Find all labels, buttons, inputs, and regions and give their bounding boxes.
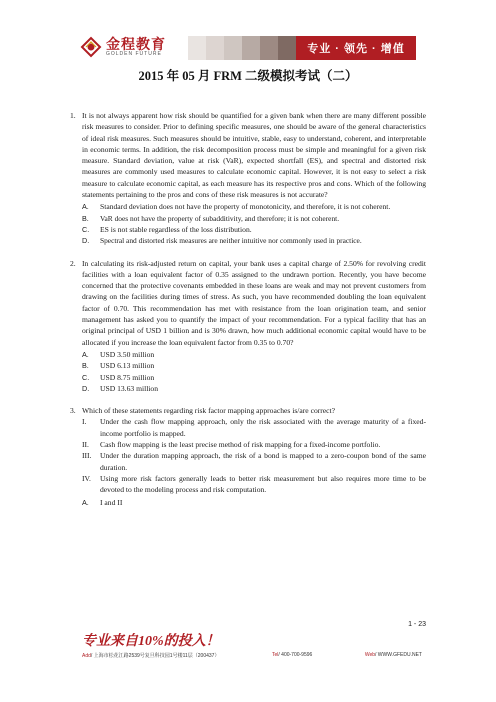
option-text: USD 13.63 million [100,383,159,393]
web-text[interactable]: / WWW.GFEDU.NET [375,652,422,658]
option-text: USD 6.13 million [100,361,155,371]
logo-chinese: 金程教育 [106,36,166,52]
option-c [82,224,426,235]
logo-mark-icon [80,36,102,58]
answer-options [82,497,426,508]
option-label: B. [82,213,89,223]
statement-iv [82,473,426,496]
footer-contact [82,652,422,659]
page-header [0,0,496,62]
header-color-bars [188,36,296,60]
header-color-bar [242,36,260,60]
statement-text: Using more risk factors generally leads to better risk measurement but also requires more time to be devoted to the modeling process and risk computation. [100,473,426,495]
header-color-bar [206,36,224,60]
statement-iii [82,450,426,473]
tel-text: / 400-700-9596 [278,652,313,658]
header-color-bar [260,36,278,60]
statement-text: Cash flow mapping is the least precise method of risk mapping for a fixed-income portfolio. [100,440,381,450]
option-a [82,497,426,508]
question-stem: It is not always apparent how risk should be quantified for a given bank when there are many different possible risk measures to consider. Prior to defining specific measures, one should be aware of the general characteristics of ideal risk measures. Such measures should be intuitive, stable, easy to understand, coherent, and interpretable in economic terms. In addition, the risk decomposition process must be simple and meaningful for a given risk measure. Standard deviation, value at risk (VaR), expected shortfall (ES), and spectral and distorted risk measures are commonly used measures to calculate economic capital. However, it is not easy to select a risk measure to calculate economic capital, as each measure has its respective pros and cons. Which of the following statements pertaining to the pros and cons of these risk measures is not accurate? [82,111,426,200]
answer-options [82,201,426,246]
option-label: C. [82,372,90,382]
header-color-bar [278,36,296,60]
address-text: / 上海市松花江路2539号复旦科技园1号楼11层（200437） [90,653,220,659]
exam-content [70,110,426,508]
option-label: D. [82,383,90,393]
statement-i [82,416,426,439]
logo-english: GOLDEN FUTURE [106,51,162,57]
question-number: 2. [70,258,76,268]
option-label: B. [82,361,89,371]
statement-label: I. [82,417,87,427]
web-label: Web [364,652,376,658]
option-text: USD 8.75 million [100,372,155,382]
question-3 [70,405,426,508]
option-d [82,235,426,246]
statement-ii [82,439,426,450]
option-text: I and II [100,497,123,507]
option-c [82,372,426,383]
question-2 [70,258,426,395]
answer-options [82,349,426,394]
question-stem: Which of these statements regarding risk factor mapping approaches is/are correct? [82,406,336,416]
option-label: A. [82,349,89,359]
option-label: D. [82,236,90,246]
option-b [82,213,426,224]
option-text: Standard deviation does not have the property of monotonicity, and therefore, it is not coherent. [100,202,391,212]
option-text: VaR does not have the property of subadditivity, and therefore; it is not coherent. [100,213,340,223]
option-text: Spectral and distorted risk measures are neither intuitive nor commonly used in practice. [100,236,362,246]
page-title: 2015 年 05 月 FRM 二级模拟考试（二） [138,69,358,83]
option-text: ES is not stable regardless of the loss distribution. [100,224,252,234]
logo [80,36,166,58]
page-number: 1 - 23 [408,621,426,628]
footer-tel [272,652,312,659]
statement-list [82,416,426,495]
statement-label: IV. [82,473,91,483]
address-label: Add [82,653,91,659]
statement-label: III. [82,451,92,461]
option-a [82,201,426,212]
option-label: A. [82,202,89,212]
question-stem: In calculating its risk-adjusted return on capital, your bank uses a capital charge of 2.50% for revolving credit facilities with a loan equivalent factor of 0.35 assigned to the undrawn portion. Recently, you have become concerned that the protective covenants embedded in these loans are weak and may not prevent customers from drawing on the facilities during times of stress. As such, you have recommended doubling the loan equivalent factor of 0.70. This recommendation has met with resistance from the loan origination team, and senior management has asked you to quantify the impact of your recommendation. For a typical facility that has an original principal of USD 1 billion and is 30% drawn, how much additional economic capital would have to be allocated if you increase the loan equivalent factor from 0.35 to 0.70? [82,258,426,347]
question-number: 3. [70,406,76,416]
statement-label: II. [82,440,89,450]
option-a [82,349,426,360]
option-d [82,383,426,394]
question-number: 1. [70,111,76,120]
option-label: A. [82,497,89,507]
option-b [82,360,426,371]
statement-text: Under the cash flow mapping approach, only the risk associated with the average maturity of a fixed-income portfolio is mapped. [100,417,426,438]
question-1 [70,110,426,247]
footer-slogan: 专业来自10%的投入！ [82,634,220,649]
footer-address [82,652,219,659]
statement-text: Under the duration mapping approach, the risk of a bond is mapped to a zero-coupon bond of the same duration. [100,451,426,472]
footer-web[interactable] [365,652,422,659]
option-text: USD 3.50 million [100,349,155,359]
header-color-bar [188,36,206,60]
header-slogan: 专业 · 领先 · 增值 [296,36,416,60]
option-label: C. [82,224,90,234]
header-color-bar [224,36,242,60]
tel-label: Tel [271,652,279,658]
